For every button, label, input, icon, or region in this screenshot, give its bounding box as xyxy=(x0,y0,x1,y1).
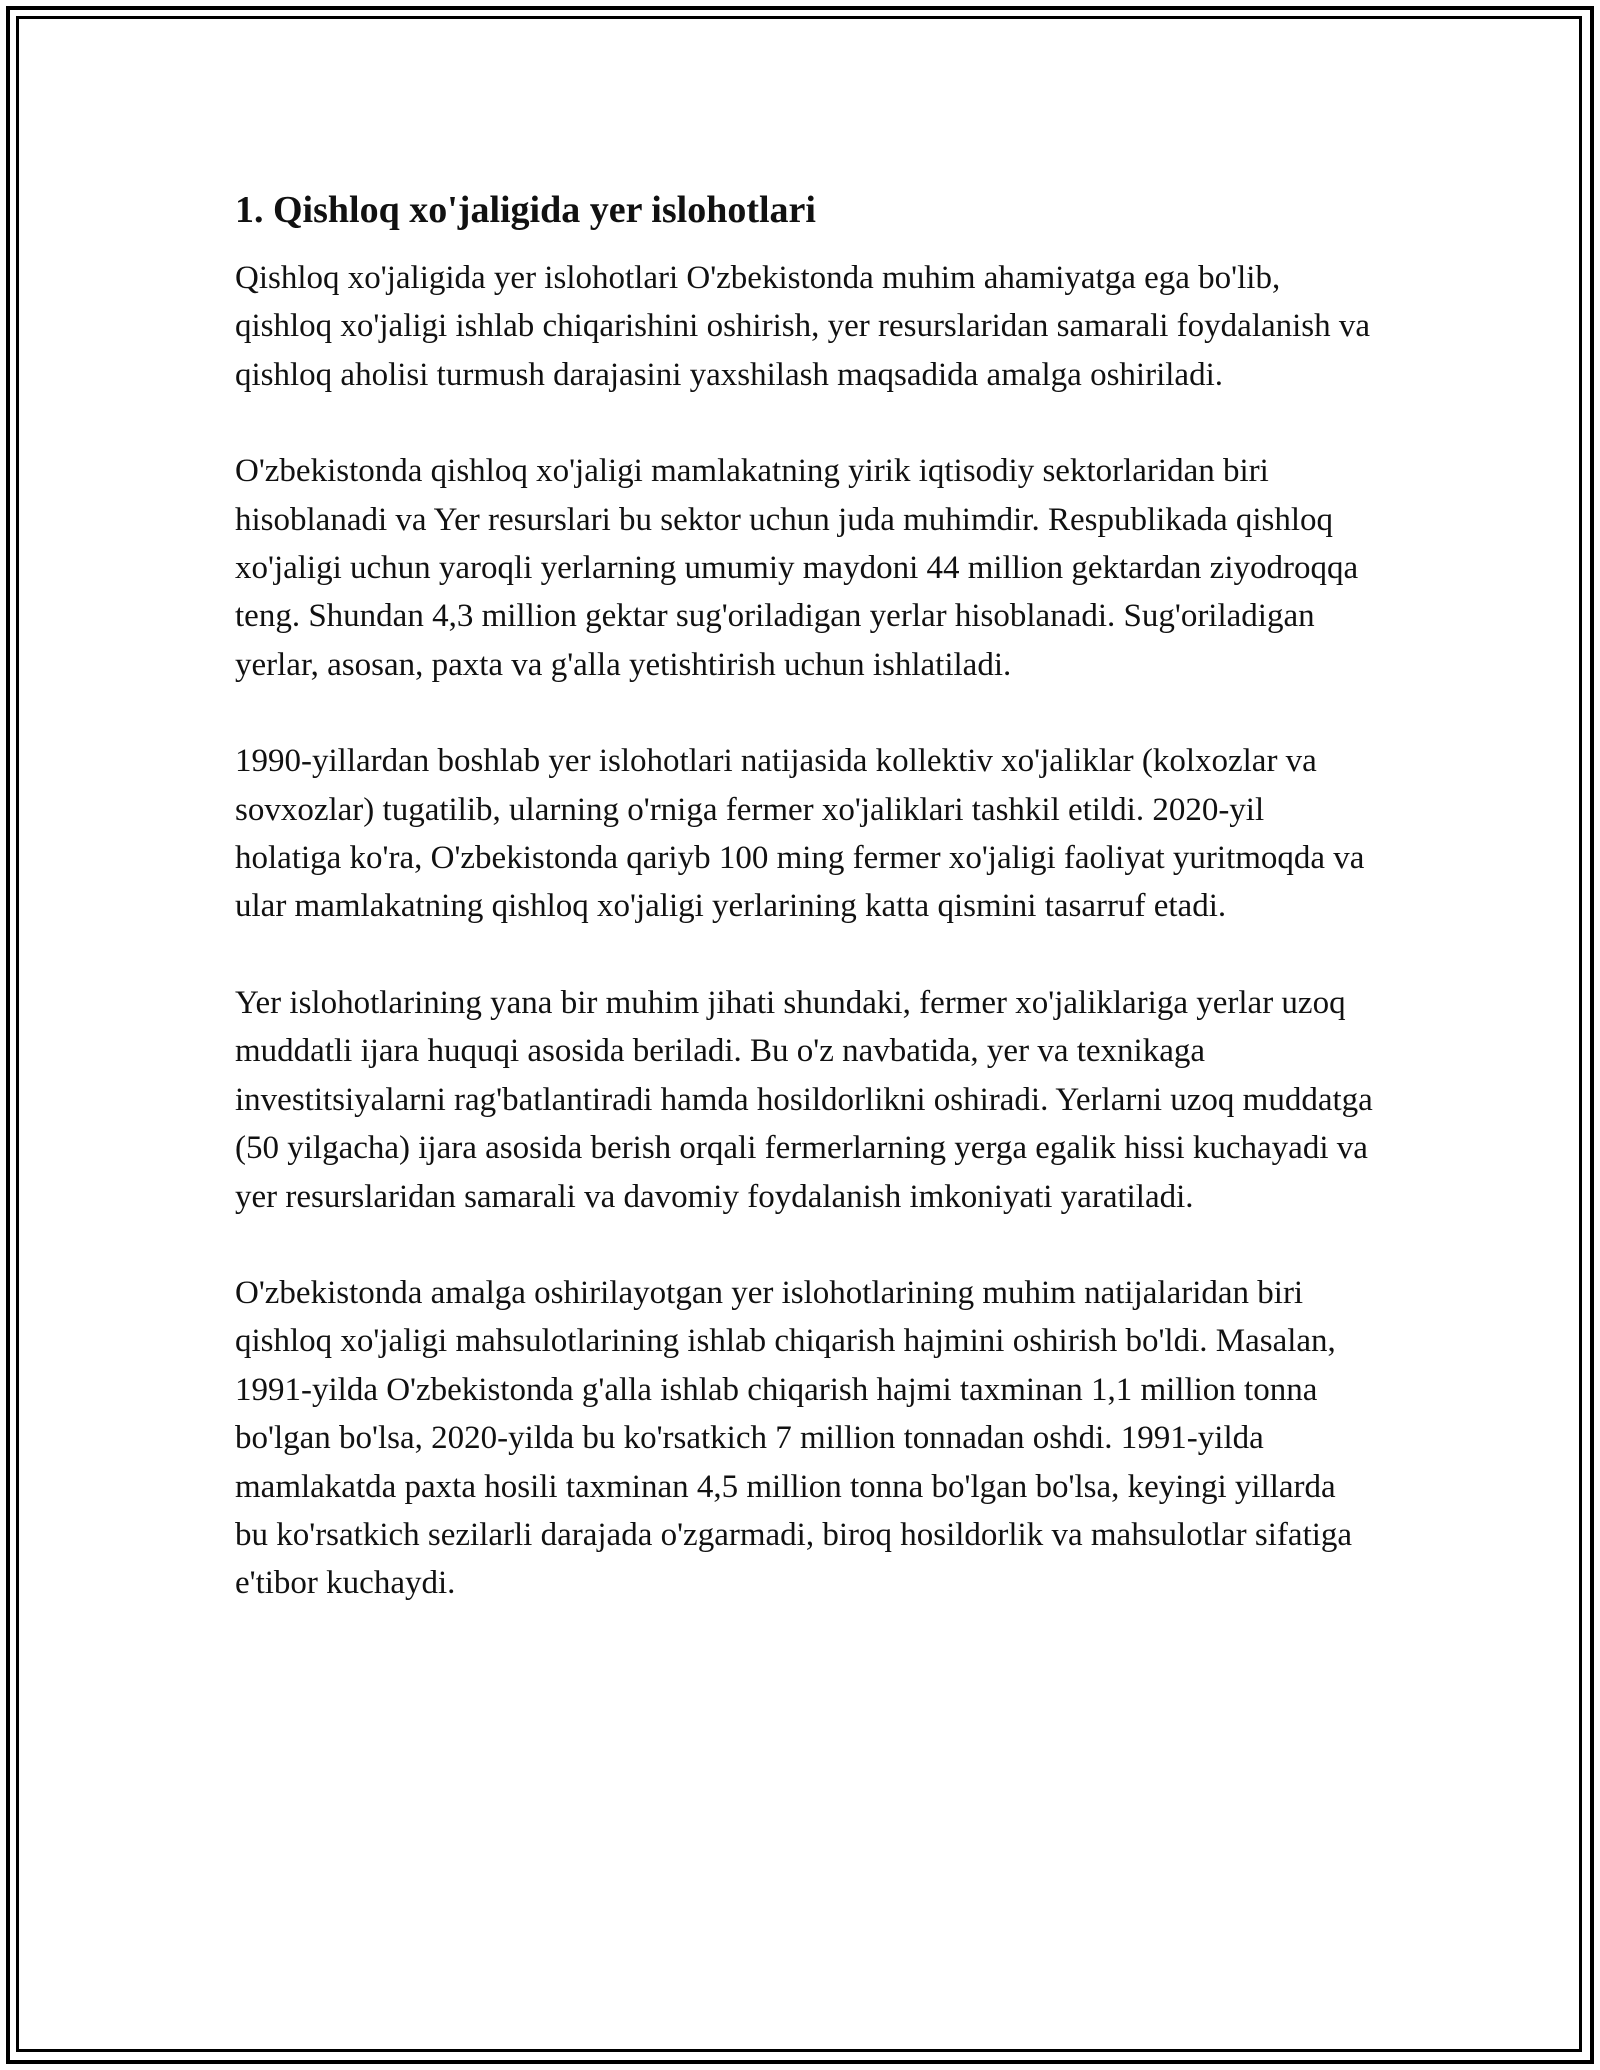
paragraph-2: O'zbekistonda qishloq xo'jaligi mamlakatning yirik iqtisodiy sektorlaridan biri hisoblanadi va Yer resurslari bu sektor uchun juda muhimdir. Respublikada qishloq xo'jaligi uchun yaroqli yerlarning umumiy maydoni 44 million gektardan ziyodroqqa teng. Shundan 4,3 million gektar sug'oriladigan yerlar hisoblanadi. Sug'oriladigan yerlar, asosan, paxta va g'alla yetishtirish uchun ishlatiladi. xyxy=(235,453,1359,683)
document-body xyxy=(235,186,1375,1656)
paragraph-3: 1990-yillardan boshlab yer islohotlari natijasida kollektiv xo'jaliklar (kolxozlar va sovxozlar) tugatilib, ularning o'rniga fermer xo'jaliklari tashkil etildi. 2020-yil holatiga ko'ra, O'zbekistonda qariyb 100 ming fermer xo'jaligi faoliyat yuritmoqda va ular mamlakatning qishloq xo'jaligi yerlarining katta qismini tasarruf etadi. xyxy=(235,743,1365,925)
paragraph-4: Yer islohotlarining yana bir muhim jihati shundaki, fermer xo'jaliklariga yerlar uzoq muddatli ijara huquqi asosida beriladi. Bu o'z navbatida, yer va texnikaga investitsiyalarni rag'batlantiradi hamda hosildorlikni oshiradi. Yerlarni uzoq muddatga (50 yilgacha) ijara asosida berish orqali fermerlarning yerga egalik hissi kuchayadi va yer resurslaridan samarali va davomiy foydalanish imkoniyati yaratiladi. xyxy=(235,984,1373,1215)
section-title: 1. Qishloq xo'jaligida yer islohotlari xyxy=(235,189,816,231)
paragraph-1: Qishloq xo'jaligida yer islohotlari O'zbekistonda muhim ahamiyatga ega bo'lib, qishloq xo'jaligi ishlab chiqarishini oshirish, yer resurslaridan samarali foydalanish va qishloq aholisi turmush darajasini yaxshilash maqsadida amalga oshiriladi. xyxy=(235,260,1371,393)
paragraph-5: O'zbekistonda amalga oshirilayotgan yer islohotlarining muhim natijalaridan biri qishloq xo'jaligi mahsulotlarining ishlab chiqarish hajmini oshirish bo'ldi. Masalan, 1991-yilda O'zbekistonda g'alla ishlab chiqarish hajmi taxminan 1,1 million tonna bo'lgan bo'lsa, 2020-yilda bu ko'rsatkich 7 million tonnadan oshdi. 1991-yilda mamlakatda paxta hosili taxminan 4,5 million tonna bo'lgan bo'lsa, keyingi yillarda bu ko'rsatkich sezilarli darajada o'zgarmadi, biroq hosildorlik va mahsulotlar sifatiga e'tibor kuchaydi. xyxy=(235,1274,1353,1602)
paragraph-list xyxy=(235,254,1375,1608)
